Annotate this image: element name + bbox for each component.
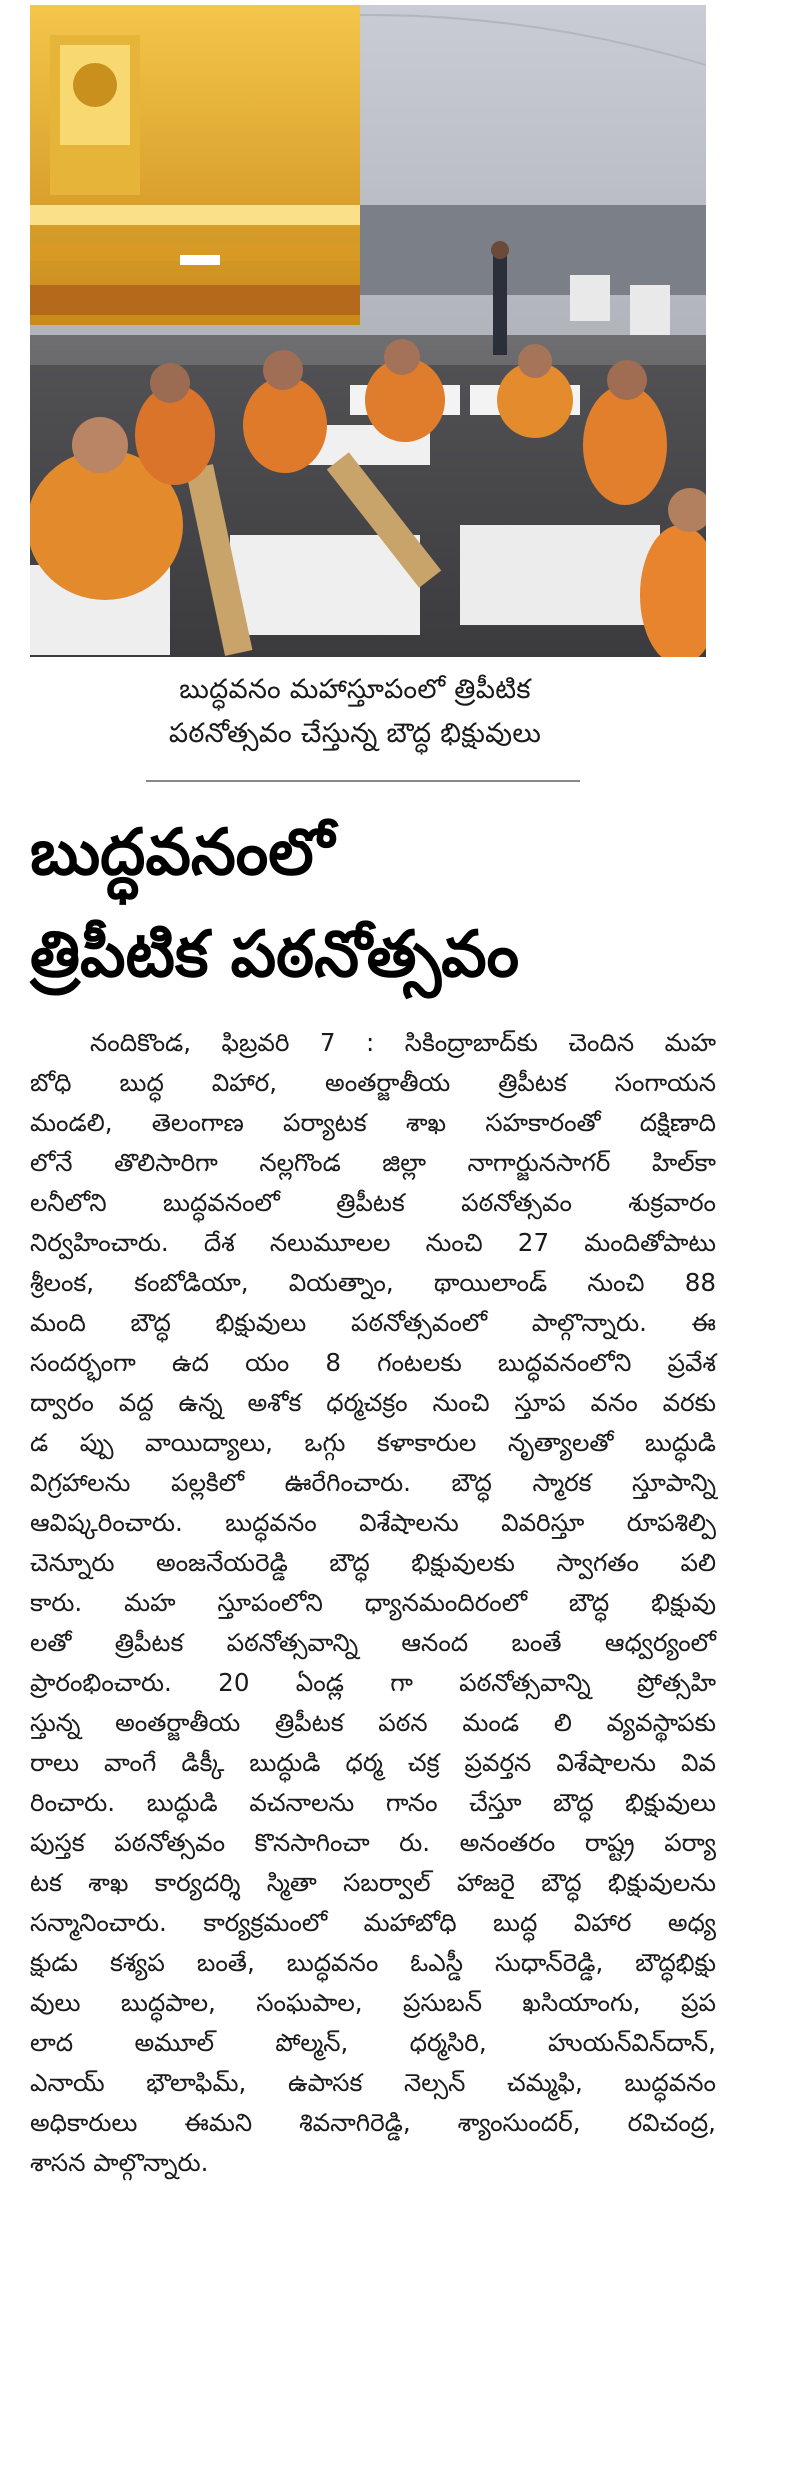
article-line: నందికొండ, ఫిబ్రవరి 7 : సికింద్రాబాద్‌కు చెందిన మహ: [90, 1028, 716, 1057]
article-line: ఎనాయ్ భౌలాఫిమ్, ఉపాసక నెల్సన్ చమ్మఫి, బుద్ధవనం: [30, 2068, 716, 2097]
article-line: రించారు. బుద్ధుడి వచనాలను గానం చేస్తూ బౌద్ధ భిక్షువులు: [30, 1788, 716, 1817]
article-line: స్తున్న అంతర్జాతీయ త్రిపీటక పఠన మండ లి వ్యవస్థాపకు: [30, 1708, 716, 1737]
article-line: రాలు వాంగే డిక్కీ బుద్ధుడి ధర్మ చక్ర ప్రవర్తన విశేషాలను వివ: [30, 1748, 716, 1777]
article-line: అధికారులు ఈమని శివనాగిరెడ్డి, శ్యాంసుందర్, రవిచంద్ర,: [30, 2108, 716, 2137]
article-line: బోధి బుద్ధ విహార, అంతర్జాతీయ త్రిపీటక సంగాయన: [30, 1068, 716, 1097]
article-line: లతో త్రిపీటక పఠనోత్సవాన్ని ఆనంద బంతే ఆధ్వర్యంలో: [30, 1628, 716, 1657]
article-line: నిర్వహించారు. దేశ నలుమూలల నుంచి 27 మందితోపాటు: [30, 1228, 716, 1257]
article-line: చెన్నూరు అంజనేయరెడ్డి బౌద్ధ భిక్షువులకు స్వాగతం పలి: [30, 1548, 716, 1577]
article-line: ఆవిష్కరించారు. బుద్ధవనం విశేషాలను వివరిస్తూ రూపశిల్పి: [30, 1508, 716, 1537]
article-line: వులు బుద్ధపాల, సంఘపాల, ప్రసుబన్ ఖసియాంగు, ప్రప: [30, 1988, 716, 2017]
article-line: కారు. మహ స్తూపంలోని ధ్యానమందిరంలో బౌద్ధ భిక్షువు: [30, 1588, 716, 1617]
caption-divider: [146, 780, 580, 782]
monks-reading-photo-illustration: [30, 5, 706, 657]
article-line: విగ్రహాలను పల్లకిలో ఊరేగించారు. బౌద్ధ స్మారక స్తూపాన్ని: [30, 1468, 716, 1497]
article-line: లోనే తొలిసారిగా నల్లగొండ జిల్లా నాగార్జునసాగర్ హిల్‌కా: [30, 1148, 716, 1177]
article-line: శాసన పాల్గొన్నారు.: [30, 2148, 209, 2177]
article-line: మండలి, తెలంగాణ పర్యాటక శాఖ సహకారంతో దక్షిణాది: [30, 1108, 716, 1137]
photo-caption: [100, 668, 610, 756]
article-photo: [30, 5, 706, 657]
caption-line: బుద్ధవనం మహాస్తూపంలో త్రిపీటిక: [179, 674, 531, 705]
article-line: ప్రారంభించారు. 20 ఏండ్ల గా పఠనోత్సవాన్ని ప్రోత్సహి: [30, 1668, 716, 1697]
article-line: సన్మానించారు. కార్యక్రమంలో మహాబోధి బుద్ధ విహార అధ్య: [30, 1908, 716, 1937]
headline-line: త్రిపీటిక పఠనోత్సవం: [30, 918, 520, 992]
article-line: సందర్భంగా ఉద యం 8 గంటలకు బుద్ధవనంలోని ప్రవేశ: [30, 1348, 716, 1377]
article-line: పుస్తక పఠనోత్సవం కొనసాగించా రు. అనంతరం రాష్ట్ర పర్యా: [30, 1828, 716, 1857]
caption-line: పఠనోత్సవం చేస్తున్న బౌద్ధ భిక్షువులు: [168, 718, 542, 749]
article-line: డ ప్పు వాయిద్యాలు, ఒగ్గు కళాకారుల నృత్యాలతో బుద్ధుడి: [30, 1428, 716, 1457]
headline-line: బుద్ధవనంలో: [30, 816, 335, 890]
article-line: లనీలోని బుద్ధవనంలో త్రిపీటక పఠనోత్సవం శుక్రవారం: [30, 1188, 716, 1217]
article-line: క్షుడు కశ్యప బంతే, బుద్ధవనం ఓఎస్డీ సుధాన్‌రెడ్డి, బౌద్ధభిక్షు: [30, 1948, 716, 1977]
article-body: [30, 1023, 716, 2183]
article-headline: [30, 802, 730, 1006]
article-line: లాద అమూల్ పోల్మన్, ధర్మసిరి, హుయన్‌విన్‌దాన్,: [30, 2028, 716, 2057]
article-line: ద్వారం వద్ద ఉన్న అశోక ధర్మచక్రం నుంచి స్తూప వనం వరకు: [30, 1388, 716, 1417]
article-line: టక శాఖ కార్యదర్శి స్మితా సబర్వాల్ హాజరై బౌద్ధ భిక్షువులను: [30, 1868, 716, 1897]
article-line: శ్రీలంక, కంబోడియా, వియత్నాం, థాయిలాండ్ నుంచి 88: [30, 1268, 716, 1297]
article-line: మంది బౌద్ధ భిక్షువులు పఠనోత్సవంలో పాల్గొన్నారు. ఈ: [30, 1308, 716, 1337]
